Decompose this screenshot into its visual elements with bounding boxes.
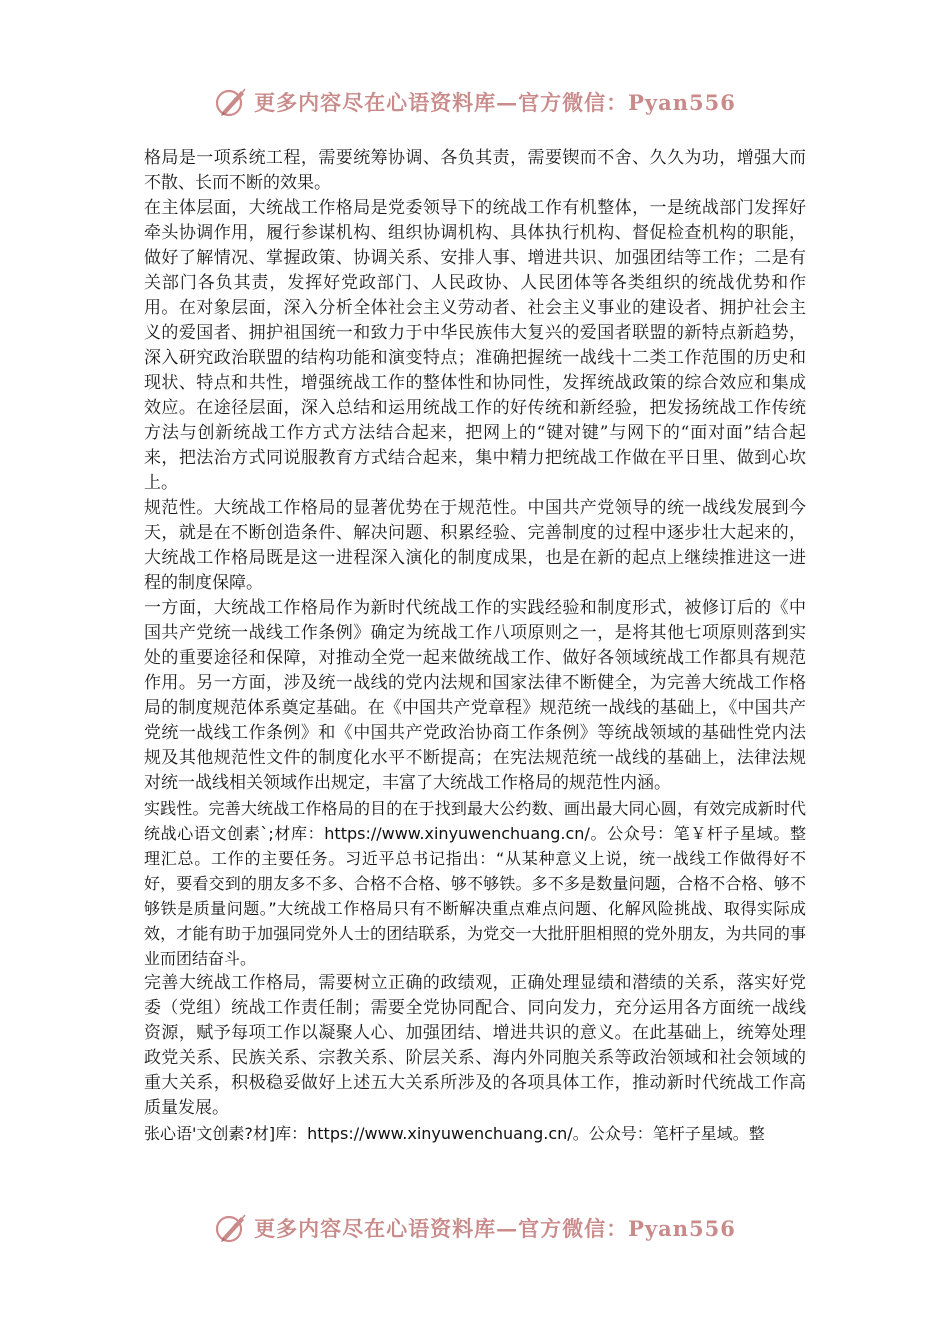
paragraph-watermarked: 张心语'文创素?材]库：https://www.xinyuwenchuang.cn/。公众号：笔杆子星域。整: [144, 1124, 765, 1143]
paragraph: 在主体层面，大统战工作格局是党委领导下的统战工作有机整体，一是统战部门发挥好牵头协调作用，履行参谋机构、组织协调机构、具体执行机构、督促检查机构的职能，做好了解情况、掌握政策、协调关系、安排人事、增进共识、加强团结等工作；二是有关部门各负其责，发挥好党政部门、人民政协、人民团体等各类组织的统战优势和作用。在对象层面，深入分析全体社会主义劳动者、社会主义事业的建设者、拥护社会主义的爱国者、拥护祖国统一和致力于中华民族伟大复兴的爱国者联盟的新特点新趋势，深入研究政治联盟的结构功能和演变特点；准确把握统一战线十二类工作范围的历史和现状、特点和共性，增强统战工作的整体性和协同性，发挥统战政策的综合效应和集成效应。在途径层面，深入总结和运用统战工作的好传统和新经验，把发扬统战工作传统方法与创新统战工作方式方法结合起来，把网上的“键对键”与网下的“面对面”结合起来，把法治方式同说服教育方式结合起来，集中精力把统战工作做在平日里、做到心坎上。: [144, 198, 806, 493]
footer-banner-text: 更多内容尽在心语资料库—官方微信：Pyan556: [254, 1216, 736, 1241]
paragraph: 完善大统战工作格局，需要树立正确的政绩观，正确处理显绩和潜绩的关系，落实好党委（党组）统战工作责任制；需要全党协同配合、同向发力，充分运用各方面统一战线资源，赋予每项工作以凝聚人心、加强团结、增进共识的意义。在此基础上，统筹处理政党关系、民族关系、宗教关系、阶层关系、海内外同胞关系等政治领域和社会领域的重大关系，积极稳妥做好上述五大关系所涉及的各项具体工作，推动新时代统战工作高质量发展。: [144, 973, 806, 1118]
pen-quill-logo-icon: [214, 85, 248, 119]
paragraph: 格局是一项系统工程，需要统筹协调、各负其责，需要锲而不舍、久久为功，增强大而不散、长而不断的效果。: [144, 148, 806, 193]
article-body: [144, 146, 806, 1146]
footer-banner: [0, 1206, 950, 1250]
paragraph: 一方面，大统战工作格局作为新时代统战工作的实践经验和制度形式，被修订后的《中国共产党统一战线工作条例》确定为统战工作八项原则之一，是将其他七项原则落到实处的重要途径和保障，对推动全党一起来做统战工作、做好各领域统战工作都具有规范作用。另一方面，涉及统一战线的党内法规和国家法律不断健全，为完善大统战工作格局的制度规范体系奠定基础。在《中国共产党章程》规范统一战线的基础上，《中国共产党统一战线工作条例》和《中国共产党政治协商工作条例》等统战领域的基础性党内法规及其他规范性文件的制度化水平不断提高；在宪法规范统一战线的基础上，法律法规对统一战线相关领域作出规定，丰富了大统战工作格局的规范性内涵。: [144, 598, 806, 793]
header-banner-text: 更多内容尽在心语资料库—官方微信：Pyan556: [254, 90, 736, 115]
paragraph: 规范性。大统战工作格局的显著优势在于规范性。中国共产党领导的统一战线发展到今天，就是在不断创造条件、解决问题、积累经验、完善制度的过程中逐步壮大起来的，大统战工作格局既是这一进程深入演化的制度成果，也是在新的起点上继续推进这一进程的制度保障。: [144, 498, 806, 593]
paragraph-watermarked: 实践性。完善大统战工作格局的目的在于找到最大公约数、画出最大同心圆，有效完成新时代统战心语文创素`;材库：https://www.xinyuwenchuang.cn/。公众号：笔￥杆子星域。整理汇总。工作的主要任务。习近平总书记指出：“从某种意义上说，统一战线工作做得好不好，要看交到的朋友多不多、合格不合格、够不够铁。多不多是数量问题，合格不合格、够不够铁是质量问题。”大统战工作格局只有不断解决重点难点问题、化解风险挑战、取得实际成效，才能有助于加强同党外人士的团结联系，为党交一大批肝胆相照的党外朋友，为共同的事业而团结奋斗。: [144, 799, 806, 968]
pen-quill-logo-icon: [214, 1211, 248, 1245]
header-banner: [0, 80, 950, 124]
